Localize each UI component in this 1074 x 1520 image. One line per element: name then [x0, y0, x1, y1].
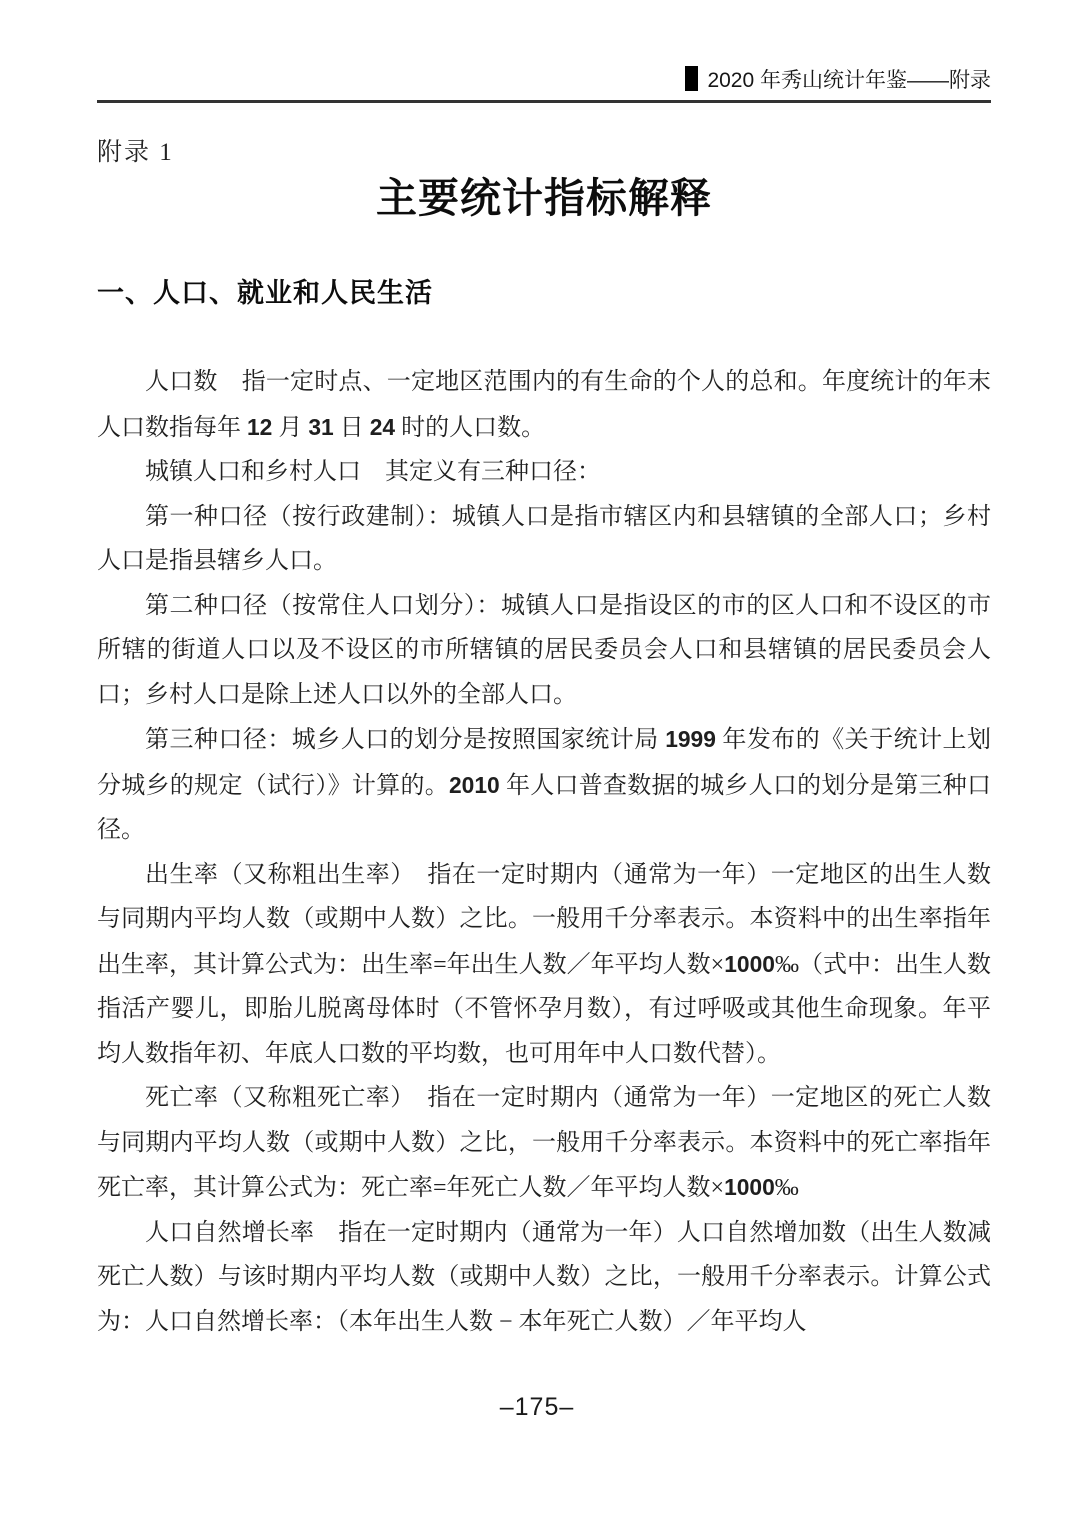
- section-heading: 一、人口、就业和人民生活: [97, 278, 433, 308]
- running-header: [97, 66, 991, 96]
- numeral: 2010: [448, 771, 500, 798]
- black-bar-icon: [685, 66, 698, 91]
- header-rule: [97, 100, 991, 103]
- numeral: 1000: [724, 950, 775, 977]
- numeral: 24: [369, 413, 396, 440]
- numeral: 1000: [724, 1174, 775, 1200]
- appendix-label: 附录 1: [97, 139, 174, 166]
- page-title: 主要统计指标解释: [376, 175, 712, 221]
- body-text: [97, 360, 991, 1344]
- paragraph: 第三种口径：城乡人口的划分是按照国家统计局 1999 年发布的《关于统计上划分城乡的规定（试行）》计算的。2010 年人口普查数据的城乡人口的划分是第三种口径。: [97, 726, 992, 843]
- running-header-text: 2020 年秀山统计年鉴——附录: [707, 69, 991, 92]
- paragraph: 城镇人口和乡村人口 其定义有三种口径：: [145, 459, 601, 485]
- paragraph: 出生率（又称粗出生率） 指在一定时期内（通常为一年）一定地区的出生人数与同期内平均人数（或期中人数）之比。一般用千分率表示。本资料中的出生率指年出生率，其计算公式为：出生率=年出生人数／年平均人数×1000‰（式中：出生人数指活产婴儿，即胎儿脱离母体时（不管怀孕月数），有过呼吸或其他生命现象。年平均人数指年初、年底人口数的平均数，也可用年中人口数代替）。: [97, 861, 992, 1067]
- paragraph: 人口数 指一定时点、一定地区范围内的有生命的个人的总和。年度统计的年末人口数指每年 12 月 31 日 24 时的人口数。: [97, 369, 991, 441]
- numeral: 31: [308, 413, 334, 440]
- paragraph: 第一种口径（按行政建制）：城镇人口是指市辖区内和县辖镇的全部人口；乡村人口是指县辖乡人口。: [97, 503, 991, 574]
- paragraph: 第二种口径（按常住人口划分）：城镇人口是指设区的市的区人口和不设区的市所辖的街道人口以及不设区的市所辖镇的居民委员会人口和县辖镇的居民委员会人口；乡村人口是除上述人口以外的全部人口。: [97, 592, 991, 708]
- page-number: –175–: [499, 1393, 575, 1421]
- paragraph: 死亡率（又称粗死亡率） 指在一定时期内（通常为一年）一定地区的死亡人数与同期内平均人数（或期中人数）之比，一般用千分率表示。本资料中的死亡率指年死亡率，其计算公式为：死亡率=年死亡人数／年平均人数×1000‰: [97, 1085, 991, 1201]
- paragraph: 人口自然增长率 指在一定时期内（通常为一年）人口自然增加数（出生人数减死亡人数）与该时期内平均人数（或期中人数）之比，一般用千分率表示。计算公式为：人口自然增长率：（本年出生人数 − 本年死亡人数）／年平均人: [97, 1219, 991, 1335]
- numeral: 12: [247, 413, 273, 440]
- numeral: 1999: [665, 726, 716, 752]
